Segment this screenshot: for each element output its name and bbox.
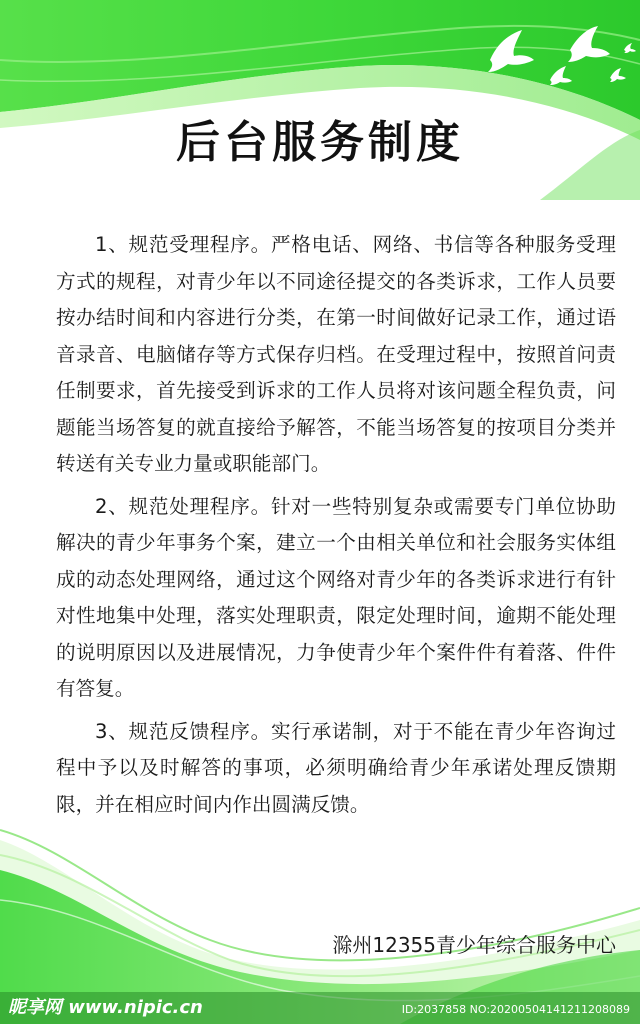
signature: 滁州12355青少年综合服务中心 [332, 933, 616, 957]
watermark-id: ID:2037858 NO:20200504141211208089 [401, 1003, 630, 1016]
page-title: 后台服务制度 [176, 117, 464, 168]
paragraph: 2、规范处理程序。针对一些特别复杂或需要专门单位协助解决的青少年事务个案，建立一个由相关单位和社会服务实体组成的动态处理网络，通过这个网络对青少年的各类诉求进行有针对性地集中处理，落实处理职责，限定处理时间，逾期不能处理的说明原因以及进展情况，力争使青少年个案件件有着落、件件有答复。 [56, 494, 616, 700]
content-body [56, 227, 616, 829]
paragraph: 1、规范受理程序。严格电话、网络、书信等各种服务受理方式的规程，对青少年以不同途径提交的各类诉求，工作人员要按办结时间和内容进行分类，在第一时间做好记录工作，通过语音录音、电脑储存等方式保存归档。在受理过程中，按照首问责任制要求，首先接受到诉求的工作人员将对该问题全程负责，问题能当场答复的就直接给予解答，不能当场答复的按项目分类并转送有关专业力量或职能部门。 [56, 233, 616, 475]
bottom-wave-background [0, 800, 640, 1024]
paragraph: 3、规范反馈程序。实行承诺制，对于不能在青少年咨询过程中予以及时解答的事项，必须明确给青少年承诺处理反馈期限，并在相应时间内作出圆满反馈。 [56, 719, 616, 816]
dove-icon [470, 20, 640, 100]
watermark-logo: 昵享网 www.nipic.cn [8, 997, 203, 1018]
